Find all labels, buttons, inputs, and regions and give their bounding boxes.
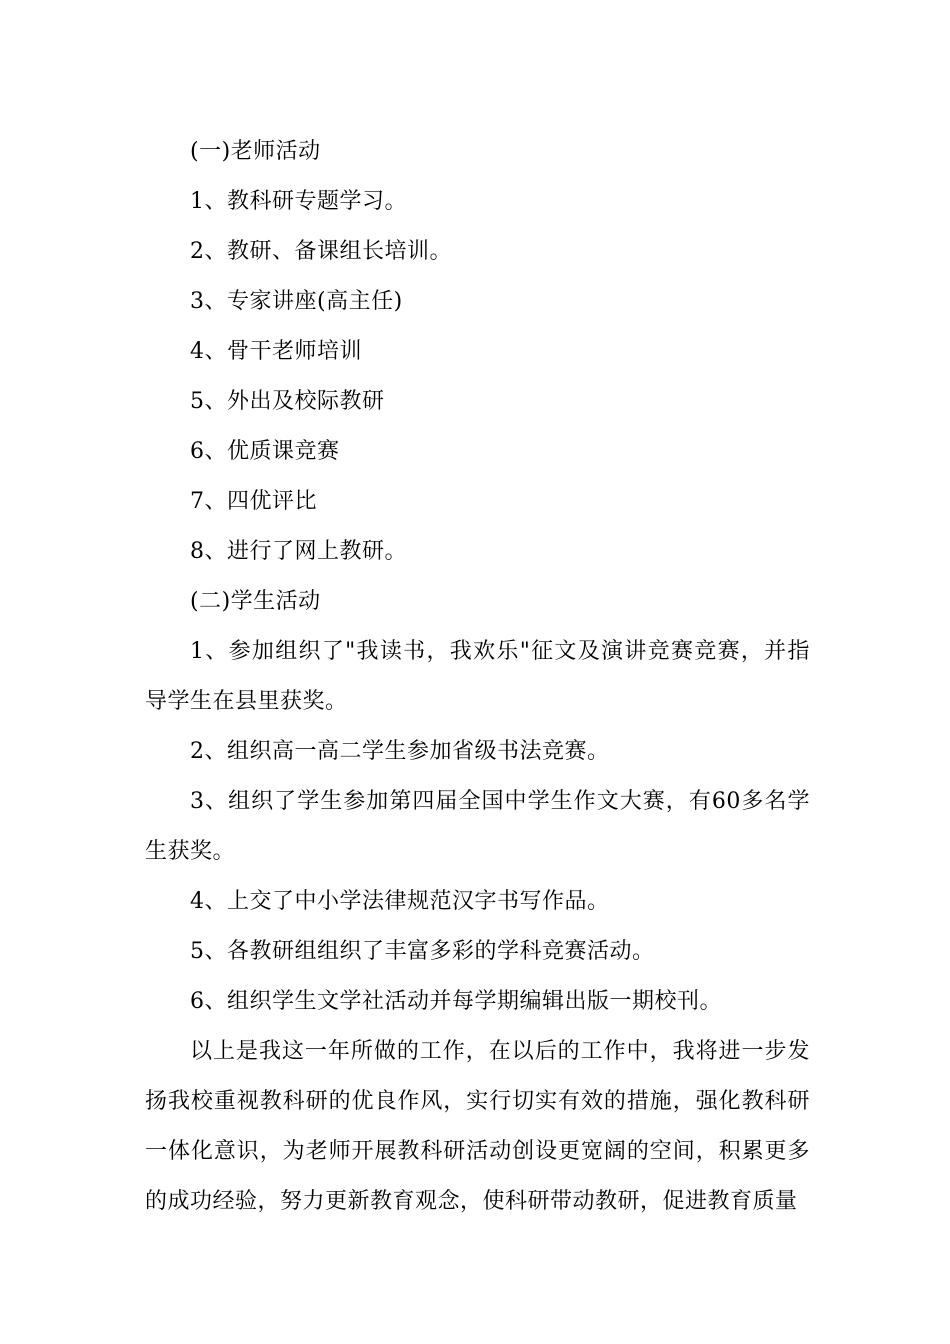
list-item: 6、组织学生文学社活动并每学期编辑出版一期校刊。	[190, 989, 722, 1014]
list-item: 5、各教研组组织了丰富多彩的学科竞赛活动。	[190, 939, 655, 964]
list-item: 6、优质课竞赛	[190, 439, 340, 464]
section-heading-student-activities: (二)学生活动	[190, 589, 321, 614]
list-item: 1、教科研专题学习。	[190, 189, 407, 214]
document-body	[145, 127, 810, 1227]
summary-paragraph: 以上是我这一年所做的工作，在以后的工作中，我将进一步发扬我校重视教科研的优良作风，实行切实有效的措施，强化教科研一体化意识，为老师开展教科研活动创设更宽阔的空间，积累更多的成功经验，努力更新教育观念，使科研带动教研，促进教育质量	[145, 1039, 810, 1214]
list-item: 2、组织高一高二学生参加省级书法竞赛。	[190, 739, 610, 764]
list-item: 3、专家讲座(高主任)	[190, 289, 403, 314]
list-item: 7、四优评比	[190, 489, 317, 514]
list-item: 2、教研、备课组长培训。	[190, 239, 452, 264]
list-item: 3、组织了学生参加第四届全国中学生作文大赛，有60多名学生获奖。	[145, 789, 810, 864]
list-item: 4、骨干老师培训	[190, 339, 362, 364]
list-item: 5、外出及校际教研	[190, 389, 385, 414]
list-item: 4、上交了中小学法律规范汉字书写作品。	[190, 889, 610, 914]
list-item: 8、进行了网上教研。	[190, 539, 407, 564]
section-heading-teacher-activities: (一)老师活动	[190, 139, 321, 164]
list-item: 1、参加组织了"我读书，我欢乐"征文及演讲竞赛竞赛，并指导学生在县里获奖。	[145, 639, 810, 714]
